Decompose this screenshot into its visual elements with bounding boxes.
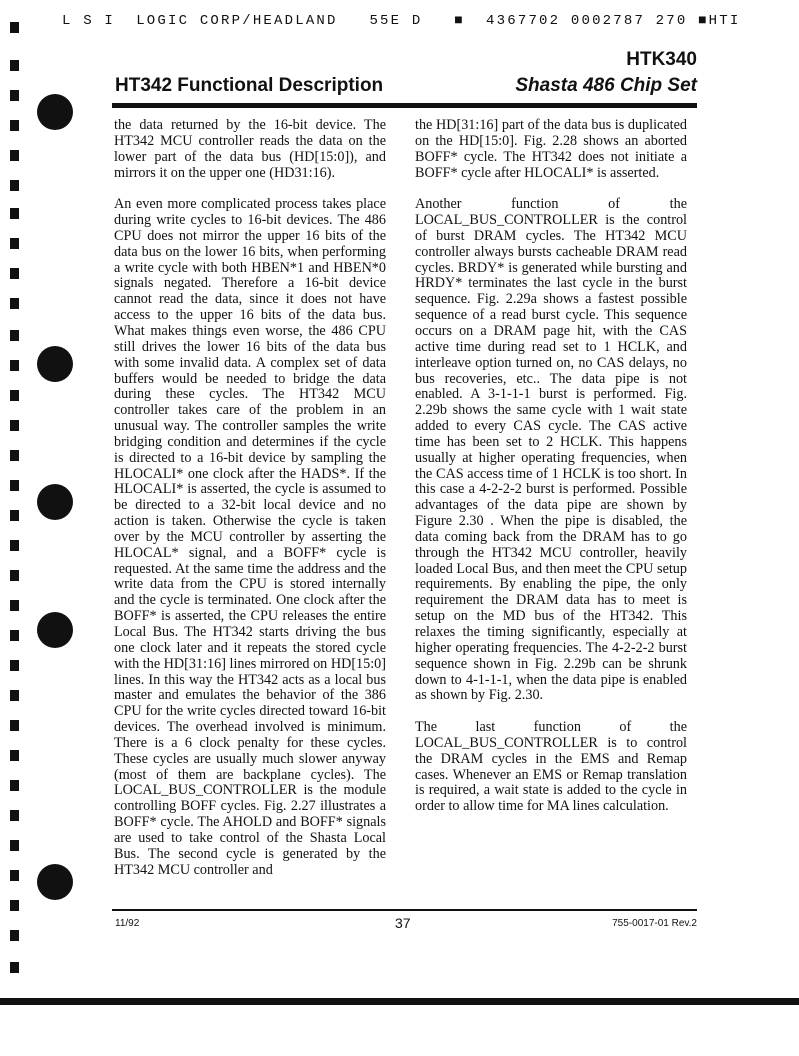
binding-mark	[10, 630, 19, 641]
punch-hole	[37, 864, 73, 900]
scan-bottom-edge	[0, 998, 799, 1005]
binding-mark	[10, 90, 19, 101]
punch-hole	[37, 612, 73, 648]
punch-hole	[37, 484, 73, 520]
document-number: 755-0017-01 Rev.2	[612, 918, 697, 929]
binding-mark	[10, 420, 19, 431]
binding-mark	[10, 780, 19, 791]
binding-mark	[10, 238, 19, 249]
scan-header-line: L S I LOGIC CORP/HEADLAND 55E D ■ 4367702 0002787 270 ■HTI	[62, 13, 741, 29]
binding-mark	[10, 150, 19, 161]
binding-mark	[10, 840, 19, 851]
binding-mark	[10, 720, 19, 731]
binding-mark	[10, 660, 19, 671]
binding-mark	[10, 22, 19, 33]
paragraph: An even more complicated process takes place during write cycles to 16-bit devices. The 486 CPU does not mirror the upper 16 bits of the data bus on the lower 16 bits, when performing a write cycle with both HBEN*1 and HBEN*0 signals negated. Therefore a 16-bit device cannot read the data, since it does not have access to the upper 16 bits of the data bus. What makes things even worse, the 486 CPU still drives the lower 16 bits of the data bus with some invalid data. A complex set of data buffers would be needed to bridge the data during these cycles. The HT342 MCU controller takes care of the problem in an unusual way. The controller samples the write bridging condition and determines if the cycle is directed to a 16-bit device by sampling the HLOCALI* one clock after the HADS*. If the HLOCALI* is asserted, the cycle is assumed to be directed to a 32-bit local device and no action is taken. Otherwise the cycle is taken over by the MCU controller by asserting the HLOCAL* signal, and a BOFF* cycle is requested. At the same time the address and the write data from the CPU is stored internally and the cycle is terminated. One clock after the BOFF* is asserted, the CPU releases the entire Local Bus. The HT342 starts driving the bus one clock later and it repeats the stored cycle with the HD[31:16] lines mirrored on HD[15:0] lines. In this way the HT342 acts as a local bus master and emulates the behavior of the 386 CPU for the write cycles directed toward 16-bit devices. The overhead involved is minimum. There is a 6 clock penalty for these cycles. These cycles are usually much slower anyway (most of them are backplane cycles). The LOCAL_BUS_CONTROLLER is the module controlling BOFF cycles. Fig. 2.27 illustrates a BOFF* cycle. The AHOLD and BOFF* signals are used to take control of the Shasta Local Bus. The second cycle is generated by the HT342 MCU controller and	[114, 196, 386, 878]
binding-mark	[10, 750, 19, 761]
binding-mark	[10, 510, 19, 521]
binding-mark	[10, 600, 19, 611]
binding-mark	[10, 180, 19, 191]
footer-rule	[112, 909, 697, 911]
binding-mark	[10, 930, 19, 941]
binding-mark	[10, 810, 19, 821]
part-number: HTK340	[626, 49, 697, 70]
binding-mark	[10, 360, 19, 371]
binding-mark	[10, 390, 19, 401]
paragraph: the HD[31:16] part of the data bus is duplicated on the HD[15:0]. Fig. 2.28 shows an aborted BOFF* cycle. The HT342 does not initiate a BOFF* cycle after HLOCALI* is asserted.	[415, 117, 687, 181]
binding-mark	[10, 268, 19, 279]
paragraph: Another function of the LOCAL_BUS_CONTROLLER is the control of burst DRAM cycles. The HT342 MCU controller always bursts cacheable DRAM read cycles. BRDY* is generated while bursting and HRDY* terminates the last cycle in the burst sequence. Fig. 2.29a shows a fastest possible sequence of a read burst cycle. This sequence occurs on a DRAM page hit, with the CAS active time during read set to 1 HCLK, and interleave option turned on, no CAS delays, no bus recoveries, etc.. The data pipe is not enabled. A 3-1-1-1 burst is performed. Fig. 2.29b shows the same cycle with 1 wait state added to every CAS cycle. The CAS active time has been set to 2 HCLK. This happens usually at higher operating frequencies, when the CAS access time of 1 HCLK is too short. In this case a 4-2-2-2 burst is performed. Possible advantages of the data pipe are shown by Figure 2.30 . When the pipe is disabled, the data coming back from the DRAM has to go through the HT342 MCU controller, heavily loaded Local Bus, and then meet the CPU setup requirements. By enabling the pipe, the only requirement the DRAM data has to meet is setup on the MD bus of the HT342. This relaxes the timing significantly, especially at higher operating frequencies. The 4-2-2-2 burst sequence shown in Fig. 2.29b can be shrunk down to 4-1-1-1, when the data pipe is enabled as shown by Fig. 2.30.	[415, 196, 687, 704]
punch-hole	[37, 346, 73, 382]
binding-mark	[10, 60, 19, 71]
left-column	[114, 118, 386, 894]
binding-mark	[10, 540, 19, 551]
paragraph: The last function of the LOCAL_BUS_CONTROLLER is to control the DRAM cycles in the EMS and Remap cases. Whenever an EMS or Remap translation is required, a wait state is added to the cycle in order to allow time for MA lines calculation.	[415, 719, 687, 815]
binding-mark	[10, 208, 19, 219]
binding-mark	[10, 330, 19, 341]
footer-date: 11/92	[115, 918, 140, 929]
binding-mark	[10, 120, 19, 131]
chipset-name: Shasta 486 Chip Set	[515, 75, 697, 96]
binding-mark	[10, 570, 19, 581]
page-number: 37	[395, 915, 411, 931]
binding-mark	[10, 870, 19, 881]
header-rule	[112, 103, 697, 108]
binding-mark	[10, 480, 19, 491]
binding-mark	[10, 690, 19, 701]
page-title: HT342 Functional Description	[115, 75, 384, 96]
binding-mark	[10, 450, 19, 461]
punch-hole	[37, 94, 73, 130]
binding-mark	[10, 298, 19, 309]
right-column	[415, 118, 687, 831]
paragraph: the data returned by the 16-bit device. The HT342 MCU controller reads the data on the lower part of the data bus (HD[15:0]), and mirrors it on the upper one (HD31:16).	[114, 117, 386, 181]
binding-mark	[10, 962, 19, 973]
binding-mark	[10, 900, 19, 911]
